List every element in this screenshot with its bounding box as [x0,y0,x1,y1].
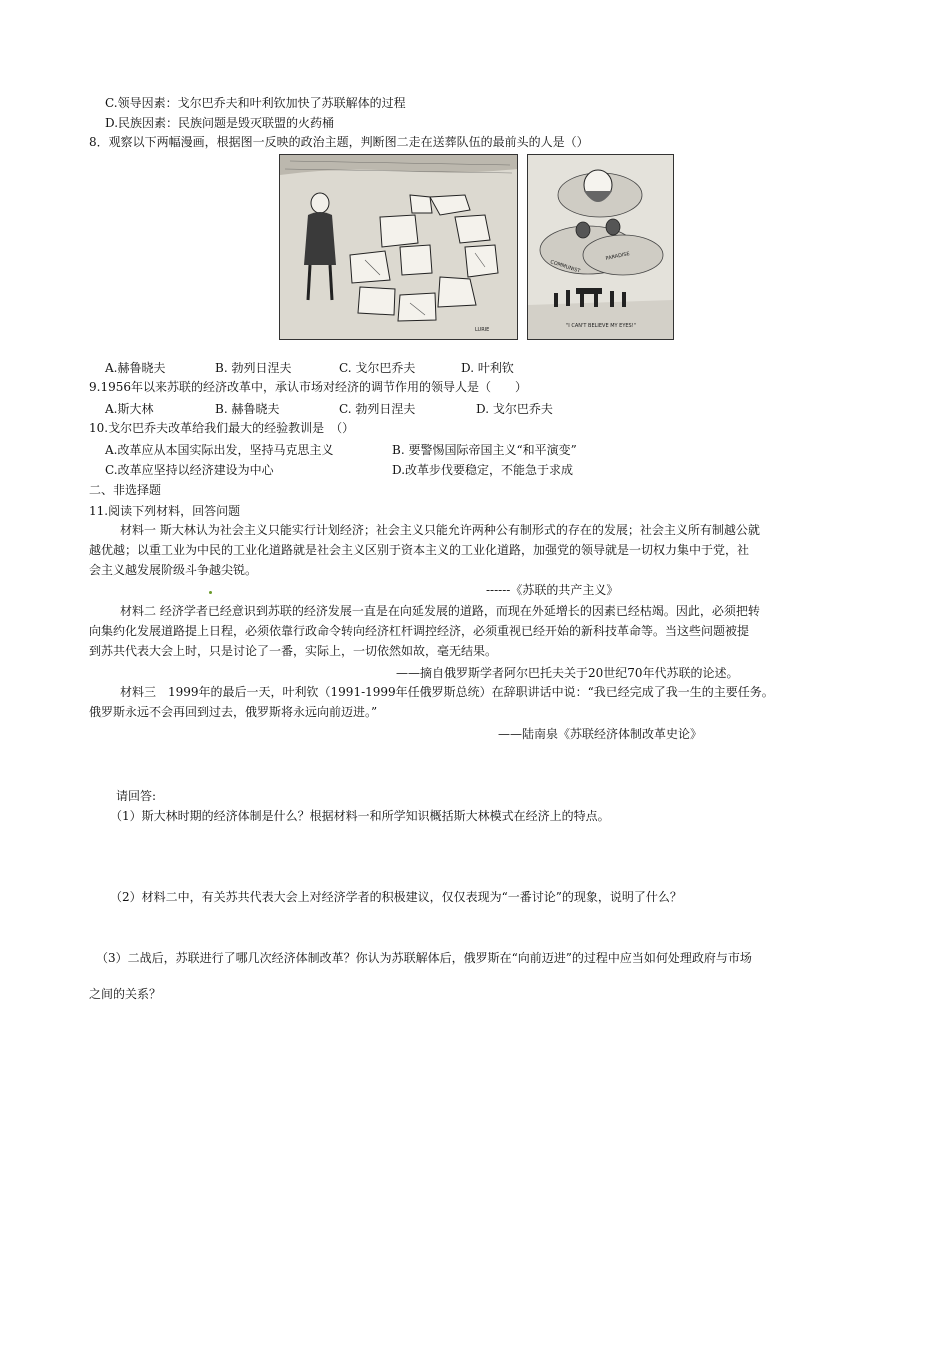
q9-option-b: B. 赫鲁晓夫 [215,402,280,416]
q10-option-c: C.改革应坚持以经济建设为中心 [105,463,274,477]
q8-option-c: C. 戈尔巴乔夫 [339,361,416,375]
cartoon-2-word-communist: COMMUNIST [549,259,581,275]
section-heading: 二、非选择题 [89,483,162,497]
q10-option-a: A.改革应从本国实际出发，坚持马克思主义 [105,443,334,457]
answer-prompt: 请回答: [116,789,157,803]
q9-stem: 9.1956年以来苏联的经济改革中，承认市场对经济的调节作用的领导人是（ ） [89,380,527,394]
option-d-prev: D.民族因素：民族问题是毁灭联盟的火药桶 [105,116,335,130]
q8-option-b: B. 勃列日涅夫 [215,361,292,375]
q11-stem: 11.阅读下列材料，回答问题 [89,504,241,518]
material-3-source: ——陆南泉《苏联经济体制改革史论》 [498,727,703,741]
q9-option-c: C. 勃列日涅夫 [339,402,416,416]
cartoon-2-caption: "I CAN'T BELIEVE MY EYES!" [566,323,637,329]
q8-option-a: A.赫鲁晓夫 [105,361,166,375]
material-1-source: ------《苏联的共产主义》 [486,583,619,597]
q9-option-a: A.斯大林 [105,402,154,416]
sub-question-1: （1）斯大林时期的经济体制是什么？根据材料一和所学知识概括斯大林模式在经济上的特点。 [110,809,610,823]
cartoon-2-communist-paradise [527,154,674,340]
material-3-line-1: 材料三 1999年的最后一天，叶利钦（1991-1999年任俄罗斯总统）在辞职讲话中说：“我已经完成了我一生的主要任务。 [120,685,774,699]
cartoon-2-word-paradise: PARADISE [605,251,631,262]
q9-option-d: D. 戈尔巴乔夫 [476,402,553,416]
stray-mark [209,591,212,594]
q10-stem: 10.戈尔巴乔夫改革给我们最大的经验教训是 （） [89,421,355,435]
sub-question-3-line-2: 之间的关系？ [89,987,162,1001]
svg-text:LURIE: LURIE [475,327,490,333]
material-2-source: ——摘自俄罗斯学者阿尔巴托夫关于20世纪70年代苏联的论述。 [396,666,739,680]
sub-question-2: （2）材料二中，有关苏共代表大会上对经济学者的积极建议，仅仅表现为“一番讨论”的现象，说明了什么？ [110,890,682,904]
option-c-prev: C.领导因素：戈尔巴乔夫和叶利钦加快了苏联解体的过程 [105,96,406,110]
material-2-line-3: 到苏共代表大会上时，只是讨论了一番，实际上，一切依然如故，毫无结果。 [89,644,498,658]
q8-stem: 8．观察以下两幅漫画，根据图一反映的政治主题，判断图二走在送葬队伍的最前头的人是（） [89,135,589,149]
q10-option-d: D.改革步伐要稳定，不能急于求成 [392,463,574,477]
material-1-line-3: 会主义越发展阶级斗争越尖锐。 [89,563,258,577]
material-2-line-1: 材料二 经济学者已经意识到苏联的经济发展一直是在向延发展的道路，而现在外延增长的因素已经枯竭。因此，必须把转 [120,604,760,618]
q8-option-d: D. 叶利钦 [461,361,514,375]
material-3-line-2: 俄罗斯永远不会再回到过去，俄罗斯将永远向前迈进。” [89,705,378,719]
material-2-line-2: 向集约化发展道路提上日程，必须依靠行政命令转向经济杠杆调控经济，必须重视已经开始的新科技革命等。当这些问题被提 [89,624,750,638]
q10-option-b: B. 要警惕国际帝国主义“和平演变” [392,443,577,457]
cartoon-1-broken-hammer-sickle [279,154,518,340]
sub-question-3-line-1: （3）二战后，苏联进行了哪几次经济体制改革？你认为苏联解体后，俄罗斯在“向前迈进”的过程中应当如何处理政府与市场 [96,951,752,965]
material-1-line-1: 材料一 斯大林认为社会主义只能实行计划经济；社会主义只能允许两种公有制形式的存在的发展；社会主义所有制越公就 [120,523,760,537]
material-1-line-2: 越优越；以重工业为中民的工业化道路就是社会主义区别于资本主义的工业化道路，加强党的领导就是一切权力集中于党，社 [89,543,750,557]
